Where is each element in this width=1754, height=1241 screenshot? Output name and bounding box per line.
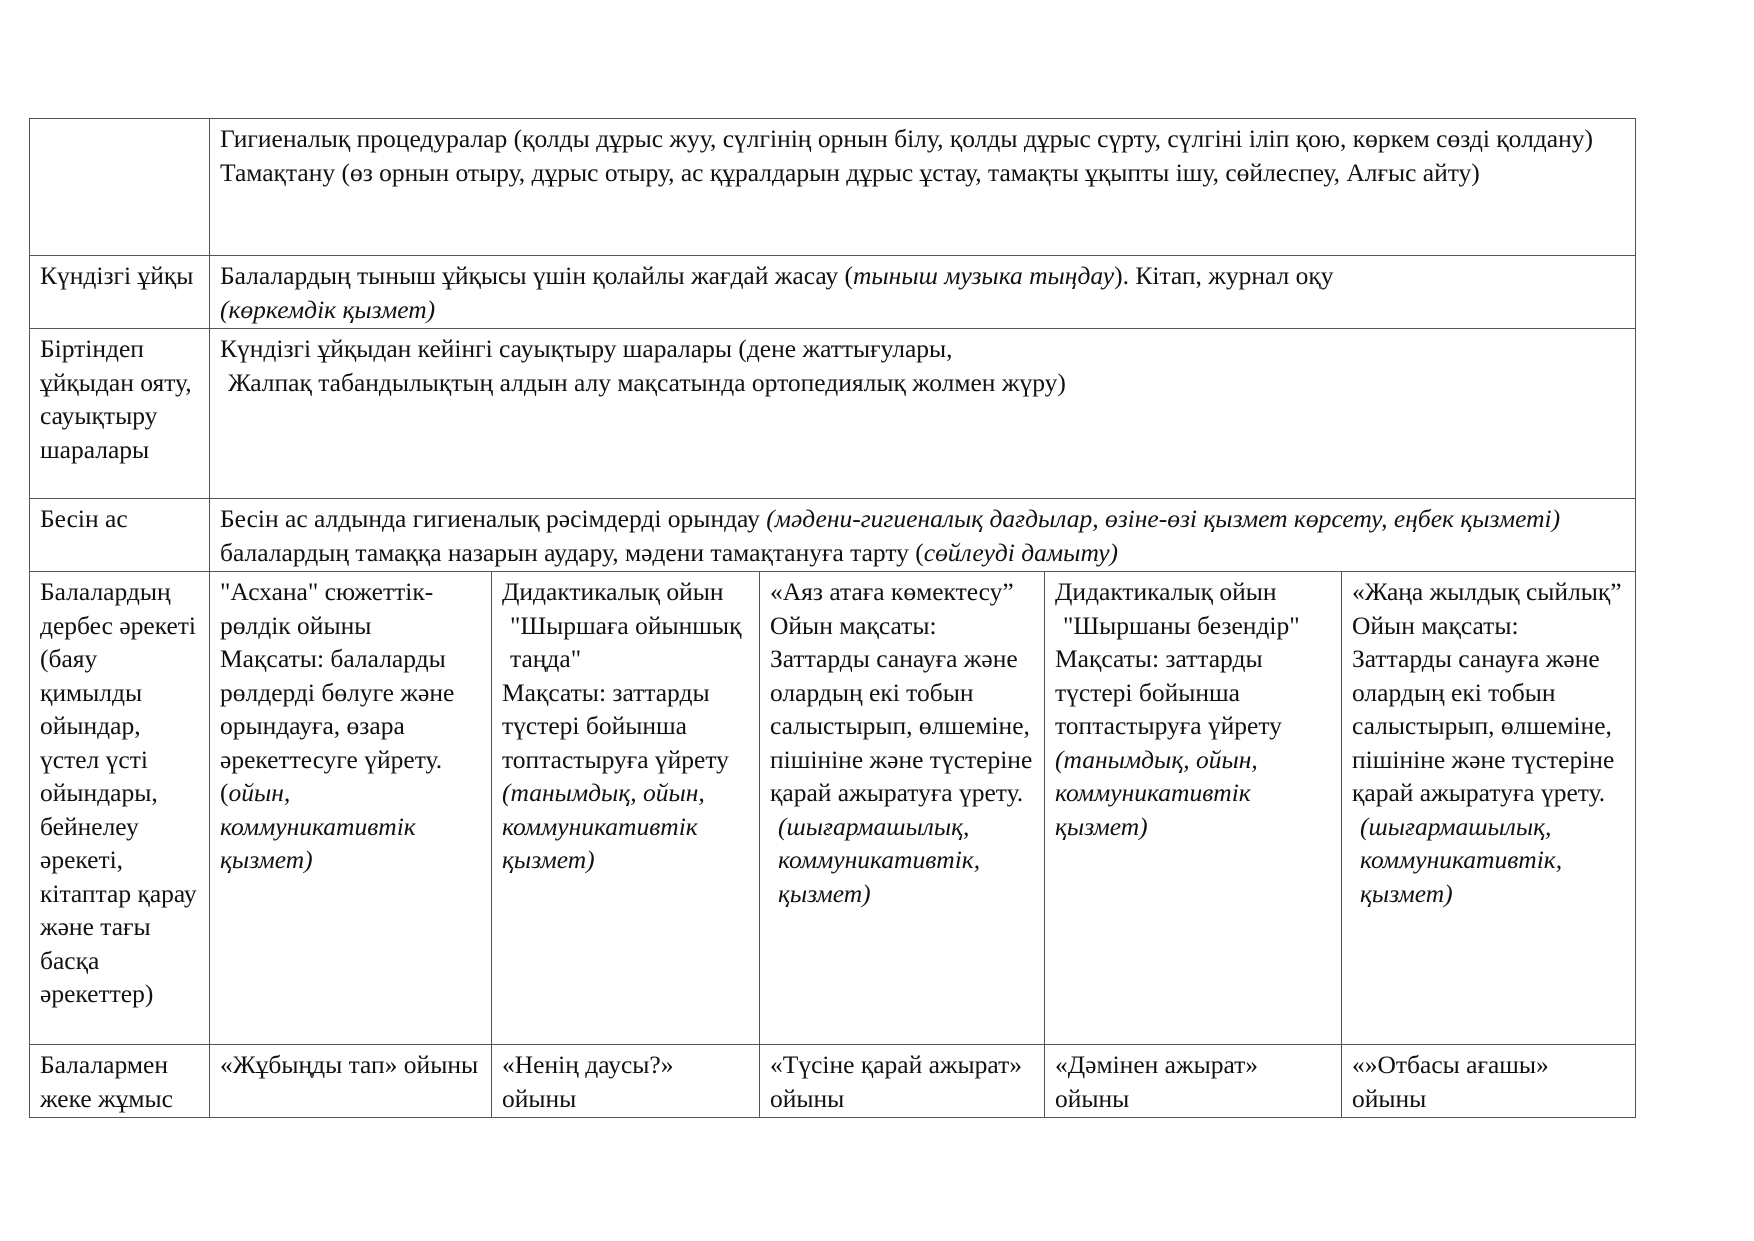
activity-fri-area: (шығармашылық, коммуникативтік, қызмет) [1360,811,1563,908]
table-row-individual [30,1045,1636,1118]
individual-cell-thu: «Дәмінен ажырат» ойыны [1045,1045,1342,1118]
individual-cell-tue: «Ненің даусы?» ойыны [492,1045,760,1118]
activity-thu-area: (танымдық, ойын, коммуникативтік қызмет) [1055,744,1258,841]
row-label-individual: Балалармен жеке жұмыс [30,1045,210,1118]
activity-tue-title-2: "Шыршаға ойыншық таңда" [510,610,742,673]
individual-cell-mon: «Жұбыңды тап» ойыны [210,1045,492,1118]
activity-thu-goal: Мақсаты: заттарды түстері бойынша топтастыруға үйрету [1055,644,1282,740]
snack-italic-2: сөйлеуді дамыту) [923,537,1119,567]
sleep-italic-1: тыныш музыка тыңдау [852,261,1115,290]
activity-fri-goal: Заттарды санауға және олардың екі тобын салыстырып, өлшеміне, пішініне және түстеріне қарай ажыратуға үрету. [1352,644,1615,807]
activity-fri-title: «Жаңа жылдық сыйлық” [1352,577,1622,606]
activity-cell-fri [1342,572,1636,1045]
daily-schedule-table [29,118,1636,1118]
row-label-snack: Бесін ас [30,499,210,572]
sleep-text-1: Балалардың тыныш ұйқысы үшін қолайлы жағдай жасау ( [220,261,853,290]
table-row-sleep [30,256,1636,329]
activity-cell-wed [760,572,1045,1045]
activity-mon-title: "Асхана" сюжеттік-рөлдік ойыны [220,577,434,640]
sleep-content [210,256,1636,329]
activity-mon-area-prefix: ( [220,778,229,807]
activity-wed-title: «Аяз атаға көмектесу” [770,577,1014,606]
snack-content [210,499,1636,572]
activity-wed-goal: Заттарды санауға және олардың екі тобын салыстырып, өлшеміне, пішініне және түстеріне қарай ажыратуға үрету. [770,644,1033,807]
activity-thu-title-2: "Шыршаны безендір" [1063,610,1300,640]
hygiene-procedures-text: Гигиеналық процедуралар (қолды дұрыс жуу, сүлгінің орнын білу, қолды дұрыс сүрту, сүлгіні іліп қою, көркем сөзді қолдану) [220,124,1593,153]
table-row-wakeup [30,329,1636,499]
activity-tue-title-1: Дидактикалық ойын [502,577,724,606]
table-row-hygiene [30,119,1636,256]
activity-cell-tue [492,572,760,1045]
individual-cell-wed: «Түсіне қарай ажырат» ойыны [760,1045,1045,1118]
activity-mon-goal: Мақсаты: балаларды рөлдерді бөлуге және орындауға, өзара әрекеттесуге үйрету. [220,644,455,774]
row-label-hygiene [30,119,210,256]
snack-text-2: балалардың тамаққа назарын аудару, мәдени тамақтануға тарту ( [220,537,924,567]
row-label-activity: Балалардың дербес әрекеті (баяу қимылды ойындар, үстел үсті ойындары, бейнелеу әрекеті, кітаптар қарау және тағы басқа әрекеттер) [30,572,210,1045]
activity-tue-goal: Мақсаты: заттарды түстері бойынша топтастыруға үйрету [502,677,729,774]
wakeup-content [210,329,1636,499]
activity-wed-goal-label: Ойын мақсаты: [770,610,937,640]
wakeup-text-1: Күндізгі ұйқыдан кейінгі сауықтыру шаралары (дене жаттығулары, [220,334,953,363]
sleep-text-2: ). Кітап, журнал оқу [1114,261,1334,290]
row-label-sleep: Күндізгі ұйқы [30,256,210,329]
activity-wed-area: (шығармашылық, коммуникативтік, қызмет) [778,811,981,908]
activity-mon-area: ойын, коммуникативтік қызмет) [220,778,416,874]
hygiene-content [210,119,1636,256]
row-label-wakeup: Біртіндеп ұйқыдан ояту, сауықтыру шаралары [30,329,210,499]
activity-cell-thu [1045,572,1342,1045]
individual-cell-fri: «»Отбасы ағашы» ойыны [1342,1045,1636,1118]
meal-text: Тамақтану (өз орнын отыру, дұрыс отыру, ас құралдарын дұрыс ұстау, тамақты ұқыпты ішу, сөйлеспеу, Алғыс айту) [220,157,1480,187]
table-row-activity [30,572,1636,1045]
activity-cell-mon [210,572,492,1045]
snack-italic-1: (мәдени-гигиеналық дағдылар, өзіне-өзі қызмет көрсету, еңбек қызметі) [766,504,1561,533]
wakeup-text-2: Жалпақ табандылықтың алдын алу мақсатында ортопедиялық жолмен жүру) [228,367,1066,397]
table-row-snack [30,499,1636,572]
activity-fri-goal-label: Ойын мақсаты: [1352,610,1519,640]
activity-thu-title-1: Дидактикалық ойын [1055,577,1277,606]
activity-tue-area: (танымдық, ойын, коммуникативтік қызмет) [502,778,705,874]
sleep-italic-2: (көркемдік қызмет) [220,294,436,324]
snack-text-1: Бесін ас алдында гигиеналық рәсімдерді орындау [220,504,767,533]
